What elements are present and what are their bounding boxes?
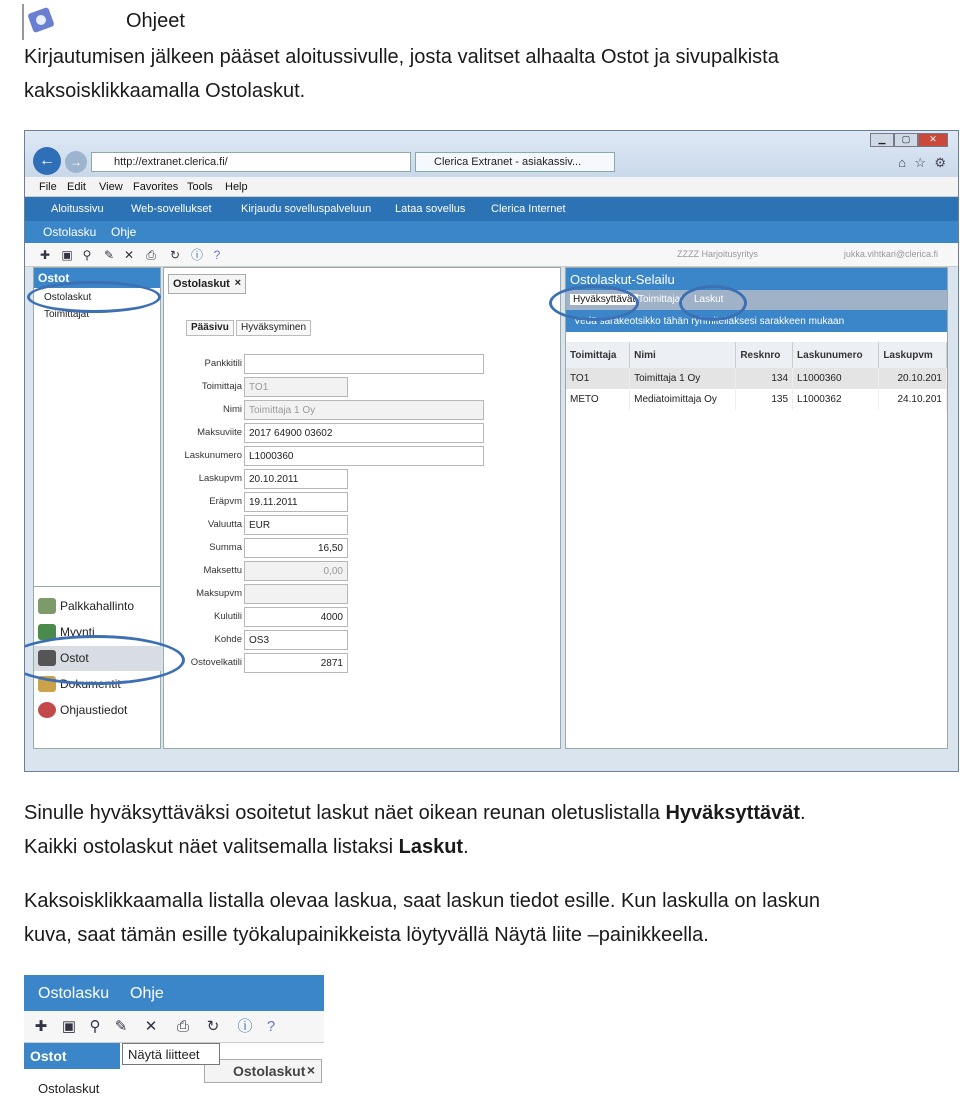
- help-book-icon: [22, 4, 58, 40]
- browser-toolbar: [25, 131, 958, 177]
- maksettu-input[interactable]: 0,00: [244, 561, 348, 581]
- module-ohjaustiedot[interactable]: [34, 698, 162, 723]
- close-tab-icon[interactable]: ×: [306, 1062, 315, 1078]
- text: .: [800, 802, 806, 824]
- payroll-icon: [38, 598, 56, 614]
- bold-text: Laskut: [398, 836, 464, 858]
- menu-favorites[interactable]: Favorites: [133, 181, 179, 193]
- field-label: Toimittaja: [201, 381, 242, 392]
- field-label: Valuutta: [207, 519, 242, 530]
- para1-line2: [24, 830, 469, 864]
- forward-icon[interactable]: →: [65, 151, 87, 173]
- browser-tab[interactable]: Clerica Extranet - asiakassiv...: [415, 152, 615, 172]
- browser-menu: [25, 177, 958, 197]
- sidebar-item-toimittajat[interactable]: Toimittajat: [44, 309, 90, 320]
- menu-ohje[interactable]: Ohje: [111, 225, 137, 239]
- info-icon[interactable]: ⓘ: [190, 248, 203, 262]
- attachment-icon[interactable]: ✎: [114, 1018, 128, 1035]
- left-panel-title: Ostot: [34, 268, 160, 288]
- laskupvm-input[interactable]: 20.10.2011: [244, 469, 348, 489]
- col-resknro[interactable]: Resknro: [736, 342, 793, 368]
- home-icon[interactable]: ⌂: [898, 155, 906, 170]
- text: Kaikki ostolaskut näet valitsemalla listaksi: [24, 836, 399, 858]
- field-label: Kulutili: [214, 611, 242, 622]
- kulutili-input[interactable]: 4000: [244, 607, 348, 627]
- menu-edit[interactable]: Edit: [67, 181, 86, 193]
- table-row[interactable]: [566, 368, 947, 389]
- ostovelkatili-input[interactable]: 2871: [244, 653, 348, 673]
- mini-panel-title: Ostot: [24, 1043, 120, 1069]
- field-label: Summa: [209, 542, 242, 553]
- save-icon[interactable]: ▣: [61, 1018, 77, 1035]
- divider: [34, 586, 160, 587]
- cell: Toimittaja 1 Oy: [630, 368, 736, 389]
- module-label: Dokumentit: [60, 677, 121, 691]
- mini-sidebar-item[interactable]: Ostolaskut: [38, 1081, 100, 1096]
- help-icon[interactable]: ?: [266, 1018, 276, 1035]
- nav-clerica-internet[interactable]: Clerica Internet: [491, 203, 566, 215]
- list-title: Ostolaskut-Selailu: [566, 268, 947, 290]
- maksupvm-input[interactable]: [244, 584, 348, 604]
- col-laskupvm[interactable]: Laskupvm: [879, 342, 947, 368]
- help-icon[interactable]: ?: [213, 248, 221, 262]
- mini-menu-ostolasku[interactable]: Ostolasku: [38, 985, 110, 1002]
- highlight-ring: [549, 285, 639, 321]
- intro-line-1: Kirjautumisen jälkeen pääset aloitussivulle, josta valitset alhaalta Ostot ja sivupalkista: [24, 46, 779, 68]
- tooltip-nayta-liitteet: Näytä liitteet: [122, 1043, 220, 1065]
- favorites-icon[interactable]: ☆: [914, 155, 926, 170]
- tab-laskut[interactable]: Laskut: [694, 294, 724, 305]
- module-label: Myynti: [60, 625, 95, 639]
- close-tab-icon[interactable]: ×: [234, 277, 241, 289]
- new-icon[interactable]: ✚: [39, 248, 51, 262]
- refresh-icon[interactable]: ↻: [169, 248, 181, 262]
- menu-help[interactable]: Help: [225, 181, 248, 193]
- settings-icon: [38, 702, 56, 718]
- tab-toimittajat[interactable]: Toimittajat: [638, 294, 684, 305]
- col-laskunumero[interactable]: Laskunumero: [793, 342, 879, 368]
- invoice-list-panel: [565, 267, 948, 749]
- nav-kirjaudu[interactable]: Kirjaudu sovelluspalveluun: [241, 203, 372, 215]
- mini-menu: [24, 975, 324, 1011]
- cell: L1000360: [793, 368, 879, 389]
- tab-hyvaksyttavat[interactable]: Hyväksyttävät: [570, 294, 638, 305]
- col-nimi[interactable]: Nimi: [630, 342, 736, 368]
- table-header: [566, 342, 947, 368]
- tab-label: Ostolaskut: [173, 278, 230, 290]
- tab-label: Ostolaskut: [233, 1063, 306, 1079]
- sidebar-item-ostolaskut[interactable]: Ostolaskut: [44, 292, 92, 303]
- window-controls: [870, 133, 950, 149]
- highlight-ring: [27, 281, 161, 313]
- invoice-table: [566, 342, 947, 410]
- toimittaja-input[interactable]: TO1: [244, 377, 348, 397]
- user-email: jukka.vihtkari@clerica.fi: [843, 249, 938, 259]
- field-label: Maksettu: [203, 565, 242, 576]
- company-name: ZZZZ Harjoitusyritys: [677, 249, 758, 259]
- field-label: Laskupvm: [198, 473, 242, 484]
- table-row[interactable]: [566, 389, 947, 410]
- group-hint: Vedä sarakeotsikko tähän ryhmitelläksesi sarakkeen mukaan: [566, 310, 947, 332]
- field-label: Maksuviite: [197, 427, 242, 438]
- nav-aloitussivu[interactable]: Aloitussivu: [51, 203, 104, 215]
- erapvm-input[interactable]: 19.11.2011: [244, 492, 348, 512]
- module-label: Ohjaustiedot: [60, 703, 128, 717]
- print-icon[interactable]: ⎙: [146, 248, 156, 262]
- field-label: Laskunumero: [184, 450, 242, 461]
- module-label: Ostot: [60, 651, 89, 665]
- cell: 20.10.201: [879, 368, 947, 389]
- intro-line-2: kaksoisklikkaamalla Ostolaskut.: [24, 80, 306, 102]
- bold-text: Hyväksyttävät: [665, 802, 801, 824]
- menu-ostolasku[interactable]: Ostolasku: [43, 225, 97, 239]
- settings-gear-icon[interactable]: ⚙: [934, 155, 946, 170]
- summa-input[interactable]: 16,50: [244, 538, 348, 558]
- attachment-icon[interactable]: ✎: [103, 248, 115, 262]
- delete-icon[interactable]: ✕: [123, 248, 135, 262]
- maksuviite-input[interactable]: 2017 64900 03602: [244, 423, 484, 443]
- app-top-nav: [25, 197, 958, 221]
- col-toimittaja[interactable]: Toimittaja: [566, 342, 630, 368]
- cell: 134: [736, 368, 793, 389]
- back-icon[interactable]: ←: [33, 147, 61, 175]
- cell: 24.10.201: [879, 389, 947, 410]
- field-label: Pankkitili: [204, 358, 242, 369]
- highlight-ring: [679, 285, 747, 321]
- text: .: [463, 836, 469, 858]
- para1-line1: [24, 796, 806, 830]
- refresh-icon[interactable]: ↻: [206, 1018, 220, 1035]
- field-label: Maksupvm: [196, 588, 242, 599]
- field-label: Kohde: [214, 634, 242, 645]
- subtab-hyvaksyminen[interactable]: Hyväksyminen: [236, 320, 311, 336]
- search-icon[interactable]: ⚲: [82, 248, 92, 262]
- kohde-input[interactable]: OS3: [244, 630, 348, 650]
- mini-toolbar: [24, 1011, 324, 1043]
- subtab-paasivu[interactable]: Pääsivu: [186, 320, 234, 336]
- cell: TO1: [566, 368, 630, 389]
- toolbar-screenshot: [24, 975, 324, 1105]
- invoice-form: [163, 267, 561, 749]
- cell: 135: [736, 389, 793, 410]
- app-menu: [25, 221, 958, 243]
- address-bar[interactable]: http://extranet.clerica.fi/: [91, 152, 411, 172]
- menu-view[interactable]: View: [99, 181, 123, 193]
- app-toolbar: [25, 243, 958, 267]
- field-label: Nimi: [223, 404, 242, 415]
- text: Sinulle hyväksyttäväksi osoitetut laskut näet oikean reunan oletuslistalla: [24, 802, 666, 824]
- save-icon[interactable]: ▣: [61, 248, 73, 262]
- app-screenshot: [24, 130, 959, 772]
- mini-menu-ohje[interactable]: Ohje: [130, 985, 164, 1002]
- field-label: Ostovelkatili: [190, 657, 242, 668]
- print-icon[interactable]: ⎙: [176, 1018, 189, 1035]
- delete-icon[interactable]: ✕: [144, 1018, 158, 1035]
- laskunumero-input[interactable]: L1000360: [244, 446, 484, 466]
- pankkitili-input[interactable]: [244, 354, 484, 374]
- para2-line2: kuva, saat tämän esille työkalupainikkeista löytyvällä Näytä liite –painikkeella.: [24, 924, 709, 946]
- close-icon[interactable]: ✕: [918, 133, 948, 147]
- cell: L1000362: [793, 389, 879, 410]
- cell: Mediatoimittaja Oy: [630, 389, 736, 410]
- mini-tab-ostolaskut[interactable]: [204, 1059, 322, 1083]
- nimi-input[interactable]: Toimittaja 1 Oy: [244, 400, 484, 420]
- nav-lataa[interactable]: Lataa sovellus: [395, 203, 466, 215]
- minimize-icon[interactable]: ▁: [870, 133, 894, 147]
- maximize-icon[interactable]: ▢: [894, 133, 918, 147]
- module-palkkahallinto[interactable]: [34, 594, 162, 619]
- menu-tools[interactable]: Tools: [187, 181, 213, 193]
- cell: METO: [566, 389, 630, 410]
- search-icon[interactable]: ⚲: [89, 1018, 101, 1035]
- menu-file[interactable]: File: [39, 181, 57, 193]
- info-icon[interactable]: ⓘ: [237, 1018, 253, 1035]
- para2-line1: Kaksoisklikkaamalla listalla olevaa laskua, saat laskun tiedot esille. Kun laskulla on laskun: [24, 890, 820, 912]
- nav-web-sovellukset[interactable]: Web-sovellukset: [131, 203, 212, 215]
- page-title: Ohjeet: [126, 10, 185, 32]
- valuutta-input[interactable]: EUR: [244, 515, 348, 535]
- field-label: Eräpvm: [209, 496, 242, 507]
- tab-ostolaskut[interactable]: [168, 274, 246, 294]
- new-icon[interactable]: ✚: [34, 1018, 48, 1035]
- module-label: Palkkahallinto: [60, 599, 135, 613]
